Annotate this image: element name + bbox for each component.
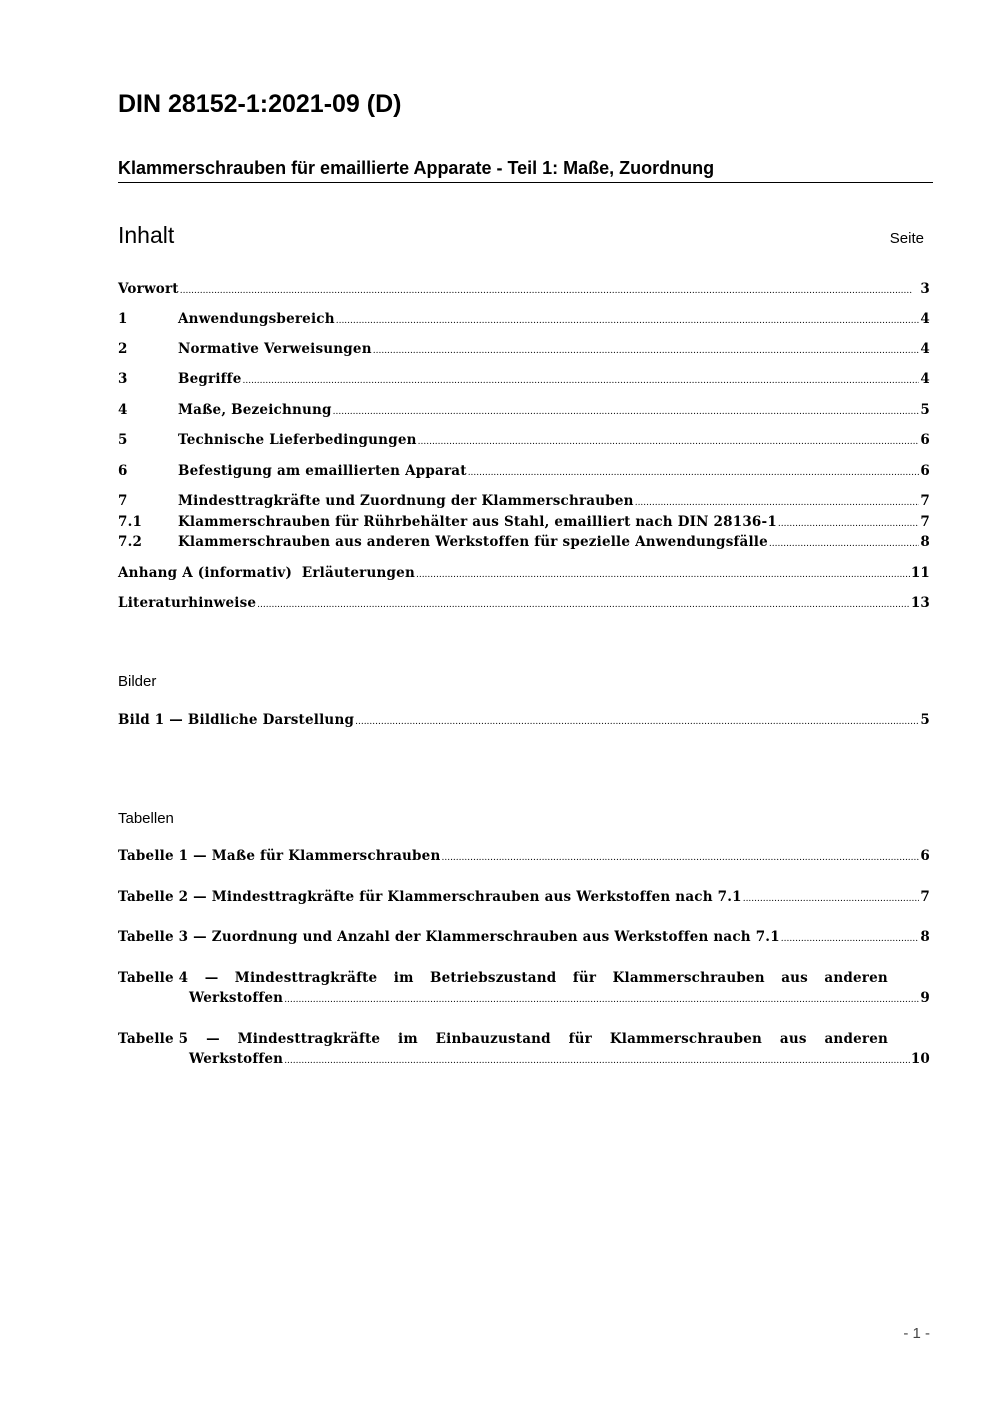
word: Mindesttragkräfte — [237, 1031, 381, 1047]
toc-entry-7[interactable] — [118, 493, 930, 513]
toc-entry-text: Begriffe — [178, 371, 242, 387]
leader-dots — [257, 595, 910, 611]
toc-entry-page: 13 — [910, 595, 930, 611]
toc-entry-text: Normative Verweisungen — [178, 341, 372, 357]
table-entry-4-line1[interactable] — [118, 970, 930, 990]
toc-entry-page: 6 — [920, 463, 930, 479]
toc-entry-page: 11 — [910, 565, 930, 581]
leader-dots — [781, 929, 920, 945]
toc-entry-page: 7 — [920, 493, 930, 509]
toc-entry-text: Befestigung am emaillierten Apparat — [178, 463, 467, 479]
toc-entry-page: 3 — [920, 281, 930, 297]
table-entry-text: Tabelle 3 — Zuordnung und Anzahl der Klammerschrauben aus Werkstoffen nach 7.1 — [118, 929, 780, 945]
toc-entry-text: Klammerschrauben für Rührbehälter aus Stahl, emailliert nach DIN 28136-1 — [178, 514, 777, 530]
toc-entry-number: 7.2 — [118, 534, 143, 550]
toc-entry-6[interactable] — [118, 463, 930, 483]
leader-dots — [373, 341, 920, 357]
table-entry-page: 9 — [920, 990, 930, 1006]
toc-entry-text: Maße, Bezeichnung — [178, 402, 332, 418]
word: im — [393, 970, 414, 986]
toc-entry-number: 6 — [118, 463, 128, 479]
table-entry-page: 7 — [920, 889, 930, 905]
word: anderen — [824, 1031, 888, 1047]
toc-entry-7-1[interactable] — [118, 514, 930, 534]
toc-entry-vorwort[interactable] — [118, 281, 930, 301]
toc-entry-number: 5 — [118, 432, 128, 448]
toc-entry-page: 4 — [920, 371, 930, 387]
toc-heading: Inhalt — [118, 222, 175, 248]
toc-entry-text: Literaturhinweise — [118, 595, 257, 611]
table-entry-page: 10 — [910, 1051, 930, 1067]
page-number: - 1 - — [903, 1325, 930, 1342]
leader-dots — [355, 712, 919, 728]
toc-entry-literaturhinweise[interactable] — [118, 595, 930, 615]
toc-entry-page: 8 — [920, 534, 930, 550]
toc-entry-anhang-a[interactable] — [118, 565, 930, 585]
table-entry-3[interactable] — [118, 929, 930, 949]
toc-entry-2[interactable] — [118, 341, 930, 361]
toc-entry-3[interactable] — [118, 371, 930, 391]
leader-dots — [743, 889, 920, 905]
toc-entry-text: Technische Lieferbedingungen — [178, 432, 417, 448]
table-entry-5-line2[interactable] — [189, 1051, 930, 1071]
leader-dots — [284, 990, 919, 1006]
word: aus — [779, 1031, 807, 1047]
table-entry-page: 8 — [920, 929, 930, 945]
leader-dots — [242, 371, 919, 387]
table-entry-text — [118, 1031, 888, 1047]
table-entry-1[interactable] — [118, 848, 930, 868]
table-entry-5-line1[interactable] — [118, 1031, 930, 1051]
leader-dots — [769, 534, 920, 550]
toc-entry-text: Anhang A (informativ) Erläuterungen — [118, 565, 415, 581]
toc-entry-text: Mindesttragkräfte und Zuordnung der Klammerschrauben — [178, 493, 634, 509]
leader-dots — [333, 402, 920, 418]
figure-entry-1[interactable] — [118, 712, 930, 732]
toc-entry-number: 2 — [118, 341, 128, 357]
toc-entry-text: Anwendungsbereich — [178, 311, 335, 327]
leader-dots — [778, 514, 919, 530]
leader-dots — [635, 493, 920, 509]
word: Tabelle 5 — [118, 1031, 189, 1047]
toc-entry-number: 7 — [118, 493, 128, 509]
word: Tabelle 4 — [118, 970, 189, 986]
leader-dots — [416, 565, 910, 581]
table-entry-4-line2[interactable] — [189, 990, 930, 1010]
leader-dots — [284, 1051, 910, 1067]
figure-entry-page: 5 — [920, 712, 930, 728]
document-subtitle: Klammerschrauben für emaillierte Apparate - Teil 1: Maße, Zuordnung — [118, 158, 933, 183]
word: Mindesttragkräfte — [234, 970, 378, 986]
leader-dots — [418, 432, 920, 448]
leader-dots — [468, 463, 920, 479]
leader-dots — [441, 848, 919, 864]
toc-entry-number: 1 — [118, 311, 128, 327]
table-entry-2[interactable] — [118, 889, 930, 909]
toc-entry-4[interactable] — [118, 402, 930, 422]
word: für — [572, 970, 597, 986]
word: Betriebszustand — [429, 970, 557, 986]
word: aus — [781, 970, 808, 986]
table-entry-text: Tabelle 2 — Mindesttragkräfte für Klammerschrauben aus Werkstoffen nach 7.1 — [118, 889, 742, 905]
table-entry-text: Werkstoffen — [189, 1051, 284, 1067]
table-entry-text — [118, 970, 888, 986]
toc-entry-page: 7 — [920, 514, 930, 530]
toc-entry-1[interactable] — [118, 311, 930, 331]
toc-entry-page: 4 — [920, 341, 930, 357]
word: im — [398, 1031, 418, 1047]
word: — — [204, 970, 219, 986]
table-entry-text: Werkstoffen — [189, 990, 284, 1006]
toc-entry-text: Klammerschrauben aus anderen Werkstoffen für spezielle Anwendungsfälle — [178, 534, 768, 550]
table-entry-text: Tabelle 1 — Maße für Klammerschrauben — [118, 848, 441, 864]
toc-entry-5[interactable] — [118, 432, 930, 452]
figure-entry-text: Bild 1 — Bildliche Darstellung — [118, 712, 355, 728]
leader-dots — [180, 281, 920, 297]
word: Klammerschrauben — [609, 1031, 763, 1047]
document-title: DIN 28152-1:2021-09 (D) — [118, 90, 402, 118]
figures-heading: Bilder — [118, 673, 157, 690]
word: für — [568, 1031, 592, 1047]
word: anderen — [824, 970, 888, 986]
toc-entry-page: 4 — [920, 311, 930, 327]
toc-entry-page: 5 — [920, 402, 930, 418]
toc-entry-number: 3 — [118, 371, 128, 387]
leader-dots — [336, 311, 920, 327]
toc-entry-number: 7.1 — [118, 514, 143, 530]
toc-entry-number: 4 — [118, 402, 128, 418]
table-entry-page: 6 — [920, 848, 930, 864]
toc-page-column-label: Seite — [889, 230, 924, 247]
word: Klammerschrauben — [612, 970, 765, 986]
toc-entry-7-2[interactable] — [118, 534, 930, 554]
tables-heading: Tabellen — [118, 810, 174, 827]
word: Einbauzustand — [435, 1031, 551, 1047]
toc-entry-text: Vorwort — [118, 281, 179, 297]
toc-entry-page: 6 — [920, 432, 930, 448]
word: — — [206, 1031, 220, 1047]
